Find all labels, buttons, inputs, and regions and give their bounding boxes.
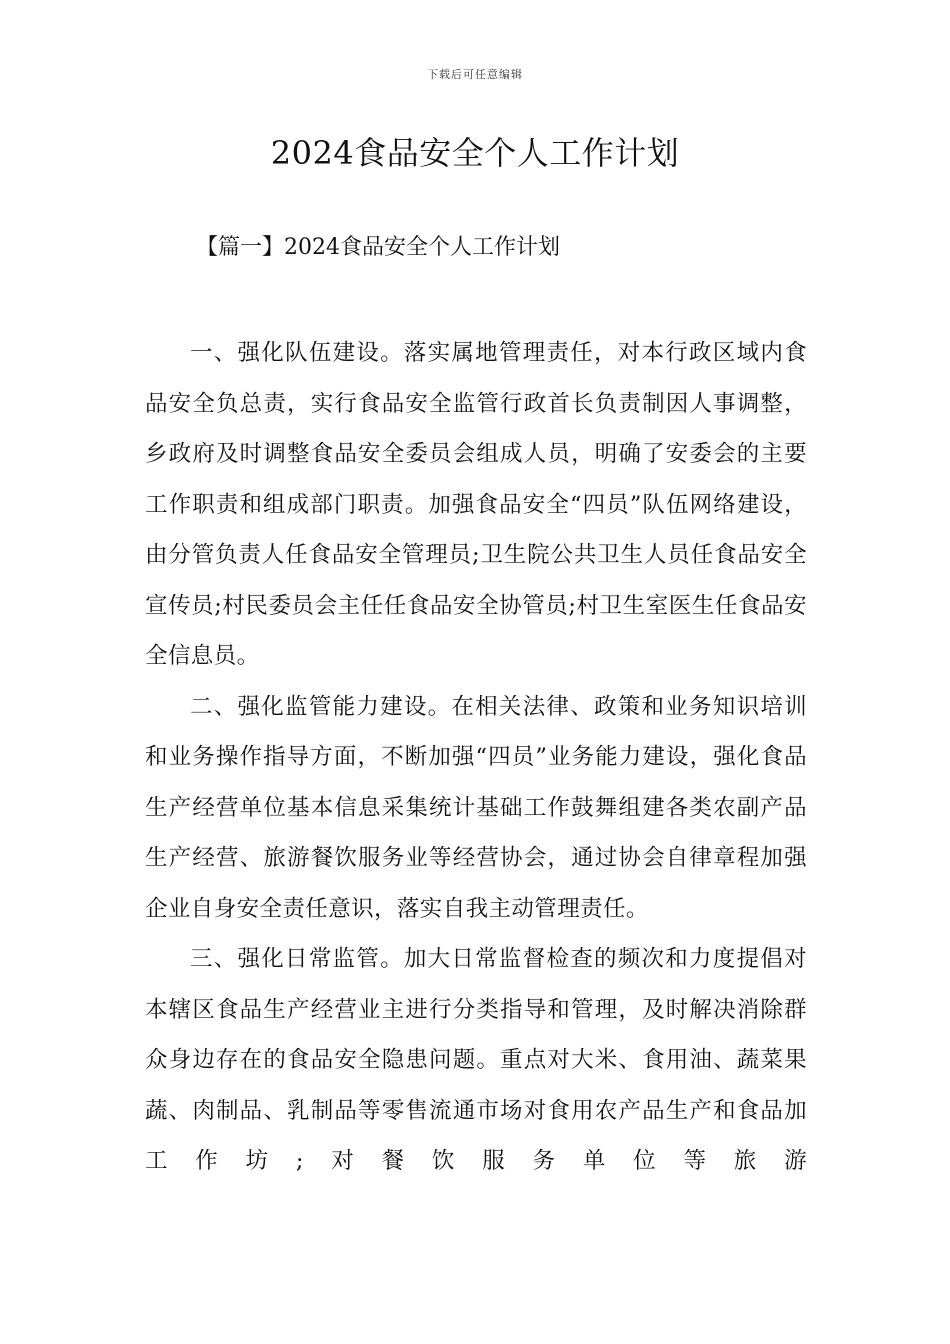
paragraph-3: 三、强化日常监管。加大日常监督检查的频次和力度提倡对本辖区食品生产经营业主进行分类指导和管理，及时解决消除群众身边存在的食品安全隐患问题。重点对大米、食用油、蔬菜果蔬、肉制品、乳制品等零售流通市场对食用农产品生产和食品加工作坊;对餐饮服务单位等旅游 [145, 946, 807, 1174]
paragraph-1: 一、强化队伍建设。落实属地管理责任，对本行政区域内食品安全负总责，实行食品安全监管行政首长负责制因人事调整，乡政府及时调整食品安全委员会组成人员，明确了安委会的主要工作职责和组成部门职责。加强食品安全“四员”队伍网络建设，由分管负责人任食品安全管理员;卫生院公共卫生人员任食品安全宣传员;村民委员会主任任食品安全协管员;村卫生室医生任食品安全信息员。 [145, 340, 807, 669]
paragraph-2: 二、强化监管能力建设。在相关法律、政策和业务知识培训和业务操作指导方面，不断加强“四员”业务能力建设，强化食品生产经营单位基本信息采集统计基础工作鼓舞组建各类农副产品生产经营、旅游餐饮服务业等经营协会，通过协会自律章程加强企业自身安全责任意识，落实自我主动管理责任。 [145, 693, 807, 922]
section-heading: 【篇一】2024食品安全个人工作计划 [196, 235, 560, 260]
header-note: 下载后可任意编辑 [427, 68, 523, 81]
document-title: 2024食品安全个人工作计划 [270, 134, 680, 172]
document-body [145, 328, 807, 1187]
